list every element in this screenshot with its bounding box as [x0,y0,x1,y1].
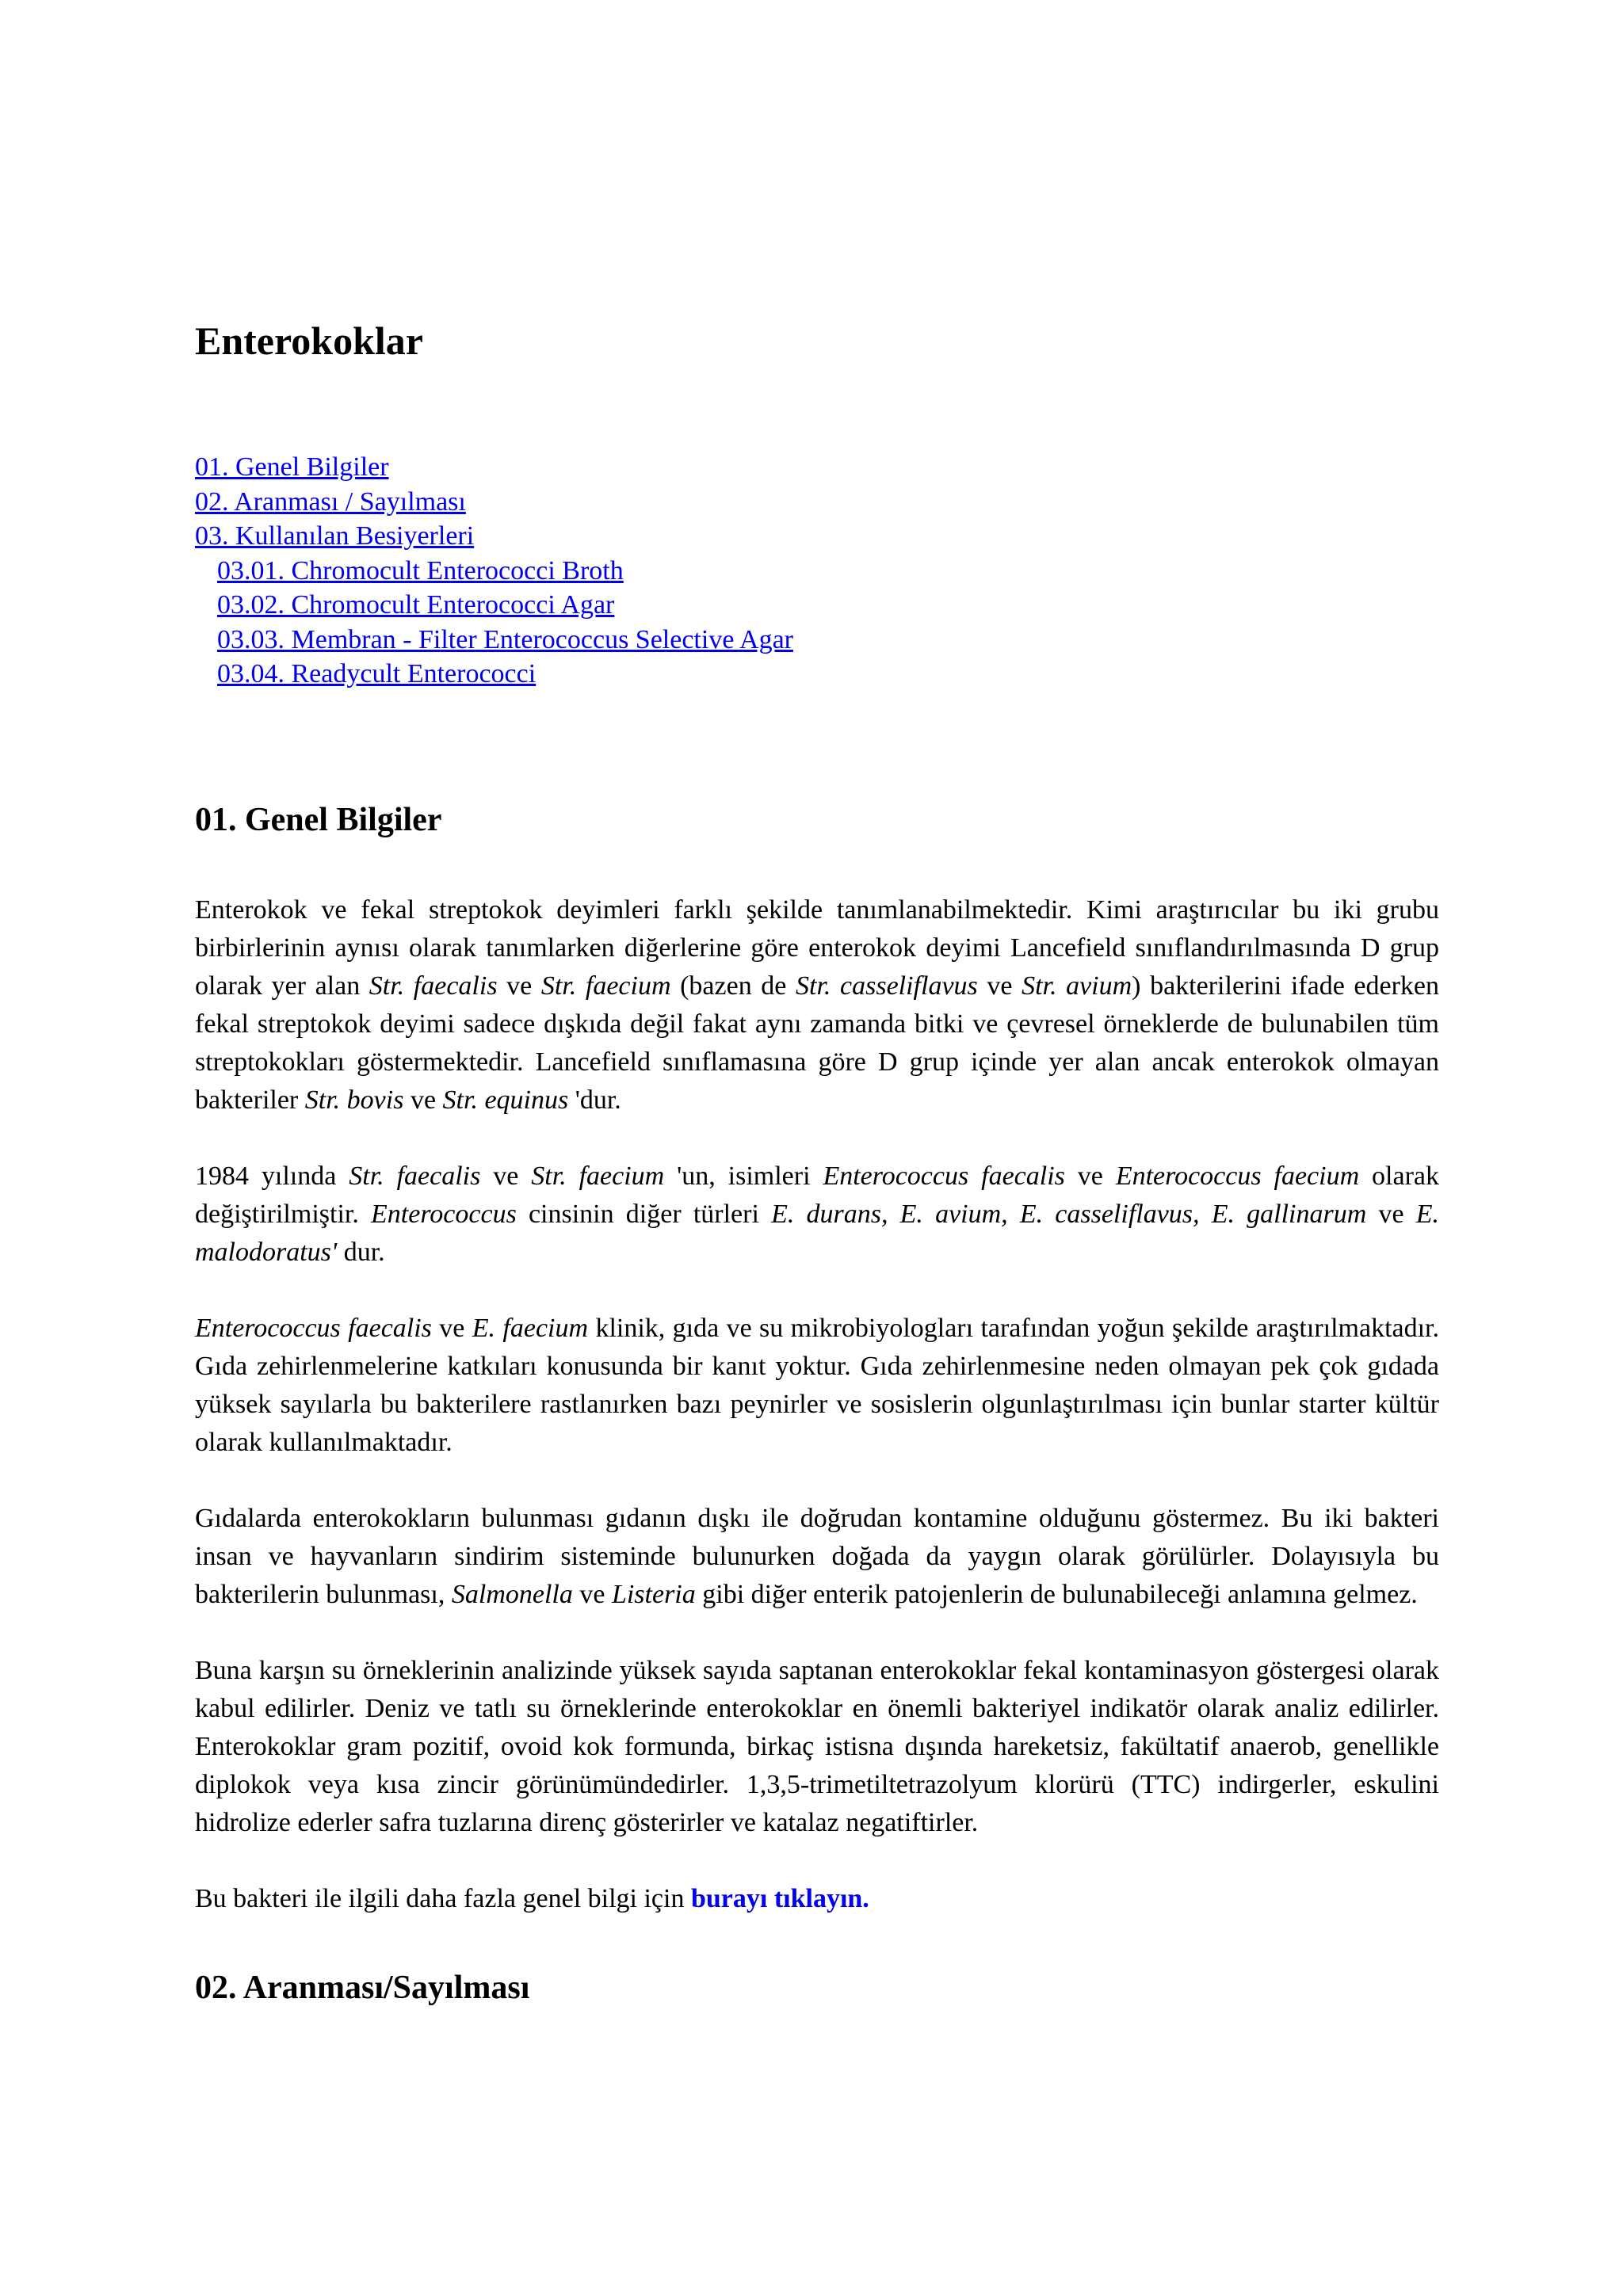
paragraph-4: Gıdalarda enterokokların bulunması gıdanın dışkı ile doğrudan kontamine olduğunu göstermez. Bu iki bakteri insan ve hayvanların sindirim sisteminde bulunurken doğada da yaygın olarak görülürler. Dolayısıyla bu bakterilerin bulunması, Salmonella ve Listeria gibi diğer enterik patojenlerin de bulunabileceği anlamına gelmez. [195,1503,1439,1609]
section-heading-genel-bilgiler: 01. Genel Bilgiler [195,801,442,838]
toc-link-aranmasi[interactable]: 02. Aranması / Sayılması [195,486,466,517]
section-heading-aranmasi: 02. Aranması/Sayılması [195,1969,530,2006]
toc-link-chromocult-agar[interactable]: 03.02. Chromocult Enterococci Agar [217,590,615,620]
paragraph-5: Buna karşın su örneklerinin analizinde yüksek sayıda saptanan enterokoklar fekal kontaminasyon göstergesi olarak kabul edilirler. Deniz ve tatlı su örneklerinde enterokoklar en önemli bakteriyel indikatör olarak analiz edilirler. Enterokoklar gram pozitif, ovoid kok formunda, birkaç istisna dışında hareketsiz, fakültatif anaerob, genellikle diplokok veya kısa zincir görünümündedirler. 1,3,5-trimetiltetrazolyum klorürü (TTC) indirgerler, eskulini hidrolize ederler safra tuzlarına direnç gösterirler ve katalaz negatiftirler. [195,1655,1439,1837]
section-body-genel-bilgiler [195,891,1439,1918]
paragraph-1: Enterokok ve fekal streptokok deyimleri farklı şekilde tanımlanabilmektedir. Kimi araştırıcılar bu iki grubu birbirlerinin aynısı olarak tanımlarken diğerlerine göre enterokok deyimi Lancefield sınıflandırılmasında D grup olarak yer alan Str. faecalis ve Str. faecium (bazen de Str. casseliflavus ve Str. avium) bakterilerini ifade ederken fekal streptokok deyimi sadece dışkıda değil fakat aynı zamanda bitki ve çevresel örneklerde de bulunabilen tüm streptokokları göstermektedir. Lancefield sınıflamasına göre D grup içinde yer alan ancak enterokok olmayan bakteriler Str. bovis ve Str. equinus 'dur. [195,894,1439,1115]
page-title: Enterokoklar [195,318,423,363]
toc-link-genel-bilgiler[interactable]: 01. Genel Bilgiler [195,452,389,482]
paragraph-6: Bu bakteri ile ilgili daha fazla genel bilgi için burayı tıklayın. [195,1883,869,1913]
document-page [195,311,1439,2012]
toc-link-membran-filter-agar[interactable]: 03.03. Membran - Filter Enterococcus Selective Agar [217,624,793,654]
toc-link-readycult[interactable]: 03.04. Readycult Enterococci [217,659,537,688]
toc-link-besiyerleri[interactable]: 03. Kullanılan Besiyerleri [195,521,475,551]
paragraph-3: Enterococcus faecalis ve E. faecium klinik, gıda ve su mikrobiyologları tarafından yoğun şekilde araştırılmaktadır. Gıda zehirlenmelerine katkıları konusunda bir kanıt yoktur. Gıda zehirlenmesine neden olmayan pek çok gıdada yüksek sayılarla bu bakterilere rastlanırken bazı peynirler ve sosislerin olgunlaştırılması için bunlar starter kültür olarak kullanılmaktadır. [195,1313,1440,1457]
paragraph-2: 1984 yılında Str. faecalis ve Str. faecium 'un, isimleri Enterococcus faecalis ve Enterococcus faecium olarak değiştirilmiştir. Enterococcus cinsinin diğer türleri E. durans, E. avium, E. casseliflavus, E. gallinarum ve E. malodoratus' dur. [195,1161,1440,1267]
toc-link-chromocult-broth[interactable]: 03.01. Chromocult Enterococci Broth [217,555,624,585]
more-info-link[interactable]: burayı tıklayın. [690,1883,869,1913]
table-of-contents [195,450,1439,692]
